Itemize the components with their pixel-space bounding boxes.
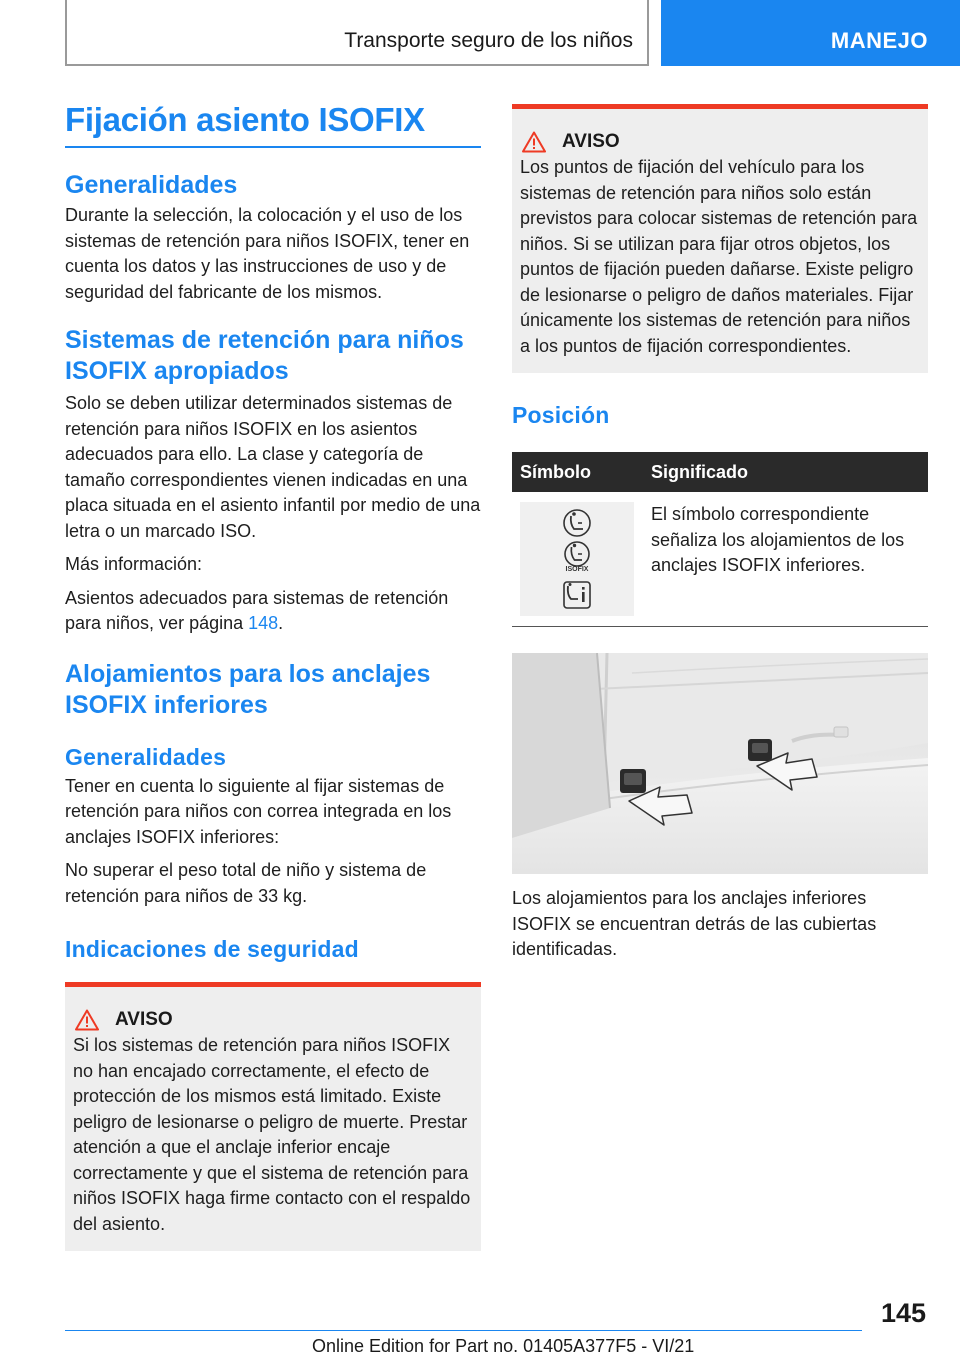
warning-header [520,131,920,153]
warning-text: Los puntos de fijación del vehículo para los sistemas de retención para niños solo están previstos para colocar sistemas de retención para niños. Si se utilizan para fijar otros objetos, los puntos de fijación pueden dañarse. Existe peligro de lesionarse o peligro de daños materiales. Fijar únicamente los sistemas de retención para niños a los puntos de fijación correspondientes. [520,157,918,356]
photo-caption: Los alojamientos para los anclajes inferiores ISOFIX se encuentran detrás de las cubiertas identificadas. [512,888,877,959]
heading-posicion: Posición [512,402,610,428]
warning-header [73,1009,473,1031]
warning-triangle-icon [522,131,546,153]
chapter-tab[interactable] [661,0,960,66]
subheading-generalidades: Generalidades [65,743,227,770]
section-title: Transporte seguro de los niños [344,29,633,52]
header-section-box [65,0,649,66]
paragraph-generalidades: Durante la selección, la colocación y el uso de los sistemas de retención para niños ISOFIX, tener en cuenta los datos y las instrucciones de uso y de seguridad del fabricante de los mismos. [65,205,470,302]
heading-sistemas-apropiados: Sistemas de retención para niños ISOFIX apropiados [65,326,464,385]
isofix-seat-icon [520,502,634,616]
paragraph-anclajes: Tener en cuenta lo siguiente al fijar sistemas de retención para niños con correa integrada en los anclajes ISOFIX inferiores: [65,775,452,847]
seat-illustration [512,653,928,874]
column-header-meaning: Significado [643,452,928,492]
symbol-cell [512,492,643,616]
table-row [512,492,928,616]
reference-text: Asientos adecuados para sistemas de retención para niños, ver página [65,587,449,633]
heading-alojamientos: Alojamientos para los anclajes ISOFIX inferiores [65,659,431,719]
meaning-text: El símbolo correspondiente señaliza los alojamientos de los anclajes ISOFIX inferiores. [651,504,905,575]
isofix-icon-label: ISOFIX [565,566,589,573]
page-number: 145 [880,1298,926,1328]
footer-rule [65,1330,862,1331]
right-column [512,104,928,963]
position-table [512,452,928,616]
left-column [65,100,481,1251]
warning-box-fijacion [512,104,928,373]
reference-paragraph [65,586,481,637]
chapter-tab-label: MANEJO [830,28,928,53]
edition-text: Online Edition for Part no. 01405A377F5 - VI/21 [312,1336,695,1356]
warning-triangle-icon [75,1009,99,1031]
warning-title: AVISO [562,131,620,152]
title-rule [65,146,481,148]
heading-generalidades: Generalidades [65,171,238,199]
heading-seguridad: Indicaciones de seguridad [65,936,359,962]
warning-text: Si los sistemas de retención para niños ISOFIX no han encajado correctamente, el efecto de protección de los mismos está limitado. Existe peligro de lesionarse o peligro de muerte. Prestar atención a que el anclaje inferior encaje correctamente y que el sistema de retención para niños ISOFIX haga firme contacto con el respaldo del asiento. [73,1035,471,1234]
more-info-label: Más información: [65,554,203,574]
paragraph-sistemas-apropiados: Solo se deben utilizar determinados sistemas de retención para niños ISOFIX en los asientos adecuados para ello. La clase y categoría de tamaño correspondientes vienen indicadas en una placa situada en el asiento infantil por medio de una letra o un marcado ISO. [65,393,481,541]
table-bottom-rule [512,626,928,627]
meaning-cell [643,492,928,616]
paragraph-peso: No superar el peso total de niño y sistema de retención para niños de 33 kg. [65,860,427,906]
warning-box-isofix [65,982,481,1251]
reference-end: . [278,613,284,633]
table-header-row [512,452,928,492]
page-reference-link[interactable]: 148 [248,613,279,633]
column-header-symbol: Símbolo [512,452,643,492]
page-title: Fijación asiento ISOFIX [65,101,425,138]
isofix-symbols [520,502,634,616]
isofix-seat-photo [512,653,928,874]
warning-title: AVISO [115,1009,173,1030]
